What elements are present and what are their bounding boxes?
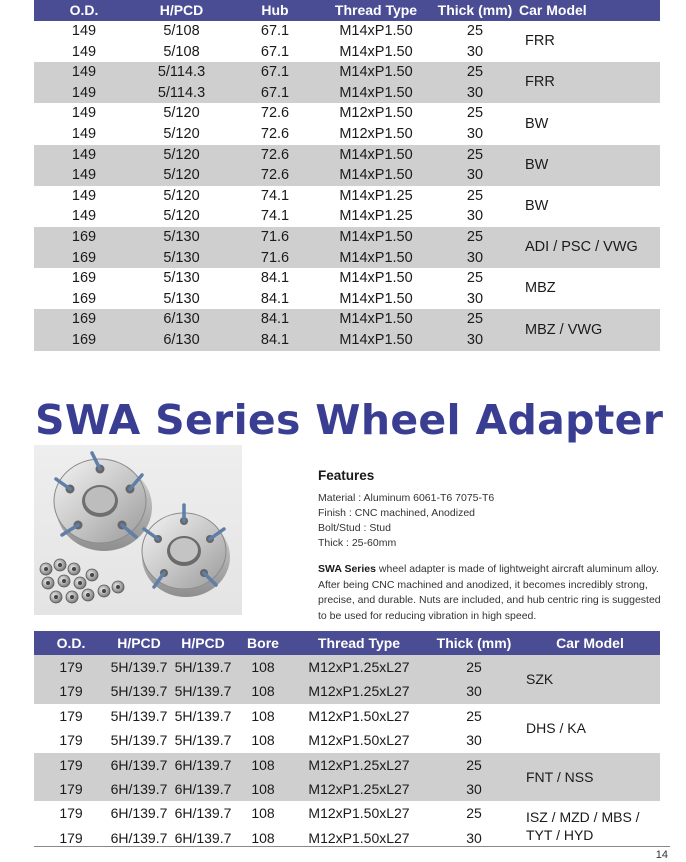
thick-cell: 30 bbox=[466, 829, 482, 846]
od-cell: 149 bbox=[71, 23, 97, 39]
page-title: SWA Series Wheel Adapter bbox=[35, 396, 664, 444]
wheel-spacer-spec-table bbox=[34, 0, 660, 351]
hpcd-cell: 5/120 bbox=[163, 208, 200, 225]
hpcd-cell: 5H/139.7 bbox=[170, 679, 236, 703]
thick-cell: 25 bbox=[466, 270, 484, 287]
header-hpcd: H/PCD bbox=[170, 631, 236, 655]
bore-cell: 108 bbox=[251, 805, 275, 822]
thick-cell: 30 bbox=[431, 248, 519, 269]
hpcd-cell: 6H/139.7 bbox=[174, 805, 232, 822]
thread-type-cell: M14xP1.25 bbox=[339, 187, 413, 204]
thread-type-cell: M14xP1.50 bbox=[339, 23, 413, 39]
hpcd-cell: 6/130 bbox=[134, 330, 229, 351]
hpcd-cell: 5/120 bbox=[163, 125, 200, 142]
car-model-cell: FNT / NSS bbox=[520, 753, 660, 802]
thread-type-cell: M14xP1.25 bbox=[339, 208, 413, 225]
od-cell: 149 bbox=[34, 145, 134, 166]
header-car-model: Car Model bbox=[520, 631, 660, 655]
hub-cell: 84.1 bbox=[229, 330, 321, 351]
bore-cell: 108 bbox=[251, 829, 275, 846]
table-row bbox=[34, 103, 660, 124]
thick-cell: 25 bbox=[431, 309, 519, 330]
thread-type-cell: M14xP1.50 bbox=[321, 227, 431, 248]
od-cell: 149 bbox=[34, 83, 134, 104]
hpcd-cell: 6H/139.7 bbox=[110, 829, 168, 846]
features-heading: Features bbox=[318, 468, 375, 483]
thick-cell: 30 bbox=[428, 679, 520, 703]
od-cell: 149 bbox=[71, 208, 97, 225]
od-cell: 169 bbox=[34, 309, 134, 330]
hpcd-cell: 5/130 bbox=[134, 227, 229, 248]
car-model-cell: DHS / KA bbox=[526, 720, 586, 737]
hub-cell: 72.6 bbox=[260, 105, 290, 122]
thread-type-cell: M14xP1.50 bbox=[321, 248, 431, 269]
thick-cell: 25 bbox=[431, 145, 519, 166]
thick-cell: 30 bbox=[431, 165, 519, 186]
bore-cell: 108 bbox=[236, 777, 290, 801]
hpcd-cell: 5H/139.7 bbox=[174, 707, 232, 724]
thread-type-cell: M12xP1.25xL27 bbox=[290, 777, 428, 801]
spec-bolt-stud: Bolt/Stud : Stud bbox=[318, 522, 391, 534]
thick-cell: 30 bbox=[466, 125, 484, 142]
od-cell: 169 bbox=[34, 330, 134, 351]
table-row bbox=[34, 227, 660, 248]
thick-cell: 25 bbox=[431, 227, 519, 248]
thick-cell: 30 bbox=[466, 290, 484, 307]
thick-cell: 25 bbox=[428, 655, 520, 679]
thread-type-cell: M14xP1.50 bbox=[321, 165, 431, 186]
spec-material: Material : Aluminum 6061-T6 7075-T6 bbox=[318, 492, 495, 504]
header-hpcd: H/PCD bbox=[108, 631, 170, 655]
od-cell: 179 bbox=[59, 732, 83, 749]
table-row bbox=[34, 21, 660, 42]
od-cell: 169 bbox=[71, 290, 97, 307]
thread-type-cell: M12xP1.50xL27 bbox=[308, 707, 410, 724]
od-cell: 169 bbox=[34, 227, 134, 248]
table-row bbox=[34, 655, 660, 679]
hub-cell: 67.1 bbox=[260, 43, 290, 60]
car-model-cell: ISZ / MZD / MBS / TYT / HYD bbox=[526, 808, 640, 843]
od-cell: 149 bbox=[71, 105, 97, 122]
spec-thick: Thick : 25-60mm bbox=[318, 537, 397, 549]
thick-cell: 30 bbox=[466, 43, 484, 60]
table-row bbox=[34, 753, 660, 777]
hub-cell: 84.1 bbox=[260, 290, 290, 307]
thread-type-cell: M14xP1.50 bbox=[321, 83, 431, 104]
od-cell: 149 bbox=[71, 43, 97, 60]
od-cell: 149 bbox=[34, 62, 134, 83]
car-model-cell: ADI / PSC / VWG bbox=[519, 227, 660, 268]
car-model-cell: SZK bbox=[520, 655, 660, 704]
thread-type-cell: M12xP1.50 bbox=[339, 125, 413, 142]
thread-type-cell: M12xP1.25xL27 bbox=[290, 753, 428, 777]
bore-cell: 108 bbox=[236, 655, 290, 679]
thread-type-cell: M12xP1.50xL27 bbox=[308, 732, 410, 749]
description-series-name: SWA Series bbox=[318, 563, 376, 575]
car-model-cell: FRR bbox=[525, 33, 555, 50]
car-model-cell: MBZ bbox=[525, 280, 556, 297]
page-number: 14 bbox=[655, 849, 668, 861]
hub-cell: 71.6 bbox=[229, 248, 321, 269]
header-hub: Hub bbox=[229, 0, 321, 21]
header-bore: Bore bbox=[236, 631, 290, 655]
header-thread-type: Thread Type bbox=[321, 0, 431, 21]
car-model-cell: BW bbox=[525, 198, 549, 215]
hub-cell: 74.1 bbox=[260, 208, 290, 225]
thread-type-cell: M14xP1.50 bbox=[321, 62, 431, 83]
od-cell: 179 bbox=[34, 655, 108, 679]
table-header-row bbox=[34, 631, 660, 655]
wheel-adapter-illustration bbox=[34, 445, 242, 615]
footer-divider bbox=[34, 846, 670, 847]
table-header-row bbox=[34, 0, 660, 21]
product-image bbox=[34, 445, 242, 615]
hub-cell: 84.1 bbox=[229, 309, 321, 330]
thick-cell: 25 bbox=[466, 805, 482, 822]
od-cell: 169 bbox=[71, 270, 97, 287]
bore-cell: 108 bbox=[236, 753, 290, 777]
hub-cell: 72.6 bbox=[229, 145, 321, 166]
thread-type-cell: M12xP1.50xL27 bbox=[308, 829, 410, 846]
hpcd-cell: 6H/139.7 bbox=[108, 777, 170, 801]
hub-cell: 67.1 bbox=[260, 23, 290, 39]
hub-cell: 67.1 bbox=[229, 62, 321, 83]
car-model-cell: FRR bbox=[519, 62, 660, 103]
hub-cell: 67.1 bbox=[229, 83, 321, 104]
thick-cell: 25 bbox=[431, 62, 519, 83]
od-cell: 179 bbox=[34, 753, 108, 777]
bore-cell: 108 bbox=[251, 732, 275, 749]
header-od: O.D. bbox=[34, 631, 108, 655]
hpcd-cell: 5/114.3 bbox=[134, 83, 229, 104]
thick-cell: 25 bbox=[428, 753, 520, 777]
thread-type-cell: M12xP1.25xL27 bbox=[290, 655, 428, 679]
od-cell: 169 bbox=[34, 248, 134, 269]
hpcd-cell: 5/130 bbox=[163, 290, 200, 307]
thread-type-cell: M12xP1.50 bbox=[339, 105, 413, 122]
thread-type-cell: M12xP1.25xL27 bbox=[290, 679, 428, 703]
table-row bbox=[34, 62, 660, 83]
hub-cell: 71.6 bbox=[229, 227, 321, 248]
hpcd-cell: 6H/139.7 bbox=[108, 753, 170, 777]
thick-cell: 30 bbox=[431, 330, 519, 351]
thread-type-cell: M14xP1.50 bbox=[321, 330, 431, 351]
hpcd-cell: 5/120 bbox=[134, 145, 229, 166]
thick-cell: 25 bbox=[466, 105, 484, 122]
product-description bbox=[318, 562, 663, 624]
od-cell: 179 bbox=[34, 679, 108, 703]
table-row bbox=[34, 309, 660, 330]
hpcd-cell: 6H/139.7 bbox=[174, 829, 232, 846]
hpcd-cell: 5/120 bbox=[163, 187, 200, 204]
table-row bbox=[34, 145, 660, 166]
thick-cell: 25 bbox=[466, 187, 484, 204]
features-section bbox=[318, 468, 663, 624]
header-od: O.D. bbox=[34, 0, 134, 21]
hpcd-cell: 5/130 bbox=[163, 270, 200, 287]
hpcd-cell: 6/130 bbox=[134, 309, 229, 330]
hpcd-cell: 6H/139.7 bbox=[170, 753, 236, 777]
description-text: wheel adapter is made of lightweight aircraft aluminum alloy. After being CNC machined and anodized, it becomes incredibly strong, precise, and durable. Nuts are included, and hub centric ring is suggested to be used for reducing vibration in high speed. bbox=[318, 563, 661, 622]
header-hpcd: H/PCD bbox=[134, 0, 229, 21]
thread-type-cell: M14xP1.50 bbox=[339, 270, 413, 287]
table-row bbox=[34, 801, 660, 825]
od-cell: 179 bbox=[59, 805, 83, 822]
spec-finish: Finish : CNC machined, Anodized bbox=[318, 507, 475, 519]
od-cell: 179 bbox=[59, 829, 83, 846]
hpcd-cell: 5/130 bbox=[134, 248, 229, 269]
table-row bbox=[34, 268, 660, 289]
thick-cell: 30 bbox=[466, 208, 484, 225]
od-cell: 149 bbox=[71, 125, 97, 142]
hub-cell: 72.6 bbox=[229, 165, 321, 186]
hpcd-cell: 5H/139.7 bbox=[108, 655, 170, 679]
header-thick: Thick (mm) bbox=[431, 0, 519, 21]
od-cell: 149 bbox=[71, 187, 97, 204]
hpcd-cell: 5/114.3 bbox=[134, 62, 229, 83]
hub-cell: 74.1 bbox=[260, 187, 290, 204]
hpcd-cell: 5H/139.7 bbox=[110, 707, 168, 724]
table-row bbox=[34, 186, 660, 207]
hpcd-cell: 5H/139.7 bbox=[110, 732, 168, 749]
hpcd-cell: 5/108 bbox=[163, 43, 200, 60]
car-model-cell: MBZ / VWG bbox=[519, 309, 660, 350]
hub-cell: 84.1 bbox=[260, 270, 290, 287]
od-cell: 179 bbox=[59, 707, 83, 724]
header-thick: Thick (mm) bbox=[428, 631, 520, 655]
thread-type-cell: M14xP1.50 bbox=[339, 290, 413, 307]
hpcd-cell: 5/108 bbox=[163, 23, 200, 39]
thread-type-cell: M14xP1.50 bbox=[321, 145, 431, 166]
car-model-cell: BW bbox=[519, 145, 660, 186]
hpcd-cell: 5H/139.7 bbox=[170, 655, 236, 679]
hpcd-cell: 5H/139.7 bbox=[108, 679, 170, 703]
hpcd-cell: 5H/139.7 bbox=[174, 732, 232, 749]
thick-cell: 25 bbox=[466, 707, 482, 724]
thread-type-cell: M14xP1.50 bbox=[321, 309, 431, 330]
thread-type-cell: M14xP1.50 bbox=[339, 43, 413, 60]
swa-spec-table bbox=[34, 631, 660, 850]
hpcd-cell: 5/120 bbox=[163, 105, 200, 122]
header-thread-type: Thread Type bbox=[290, 631, 428, 655]
bore-cell: 108 bbox=[251, 707, 275, 724]
table-row bbox=[34, 704, 660, 728]
hpcd-cell: 5/120 bbox=[134, 165, 229, 186]
hpcd-cell: 6H/139.7 bbox=[170, 777, 236, 801]
thread-type-cell: M12xP1.50xL27 bbox=[308, 805, 410, 822]
od-cell: 149 bbox=[34, 165, 134, 186]
hub-cell: 72.6 bbox=[260, 125, 290, 142]
thick-cell: 25 bbox=[466, 23, 484, 39]
hpcd-cell: 6H/139.7 bbox=[110, 805, 168, 822]
thick-cell: 30 bbox=[431, 83, 519, 104]
thick-cell: 30 bbox=[428, 777, 520, 801]
header-car-model: Car Model bbox=[519, 0, 660, 21]
car-model-cell: BW bbox=[525, 115, 549, 132]
od-cell: 179 bbox=[34, 777, 108, 801]
thick-cell: 30 bbox=[466, 732, 482, 749]
bore-cell: 108 bbox=[236, 679, 290, 703]
